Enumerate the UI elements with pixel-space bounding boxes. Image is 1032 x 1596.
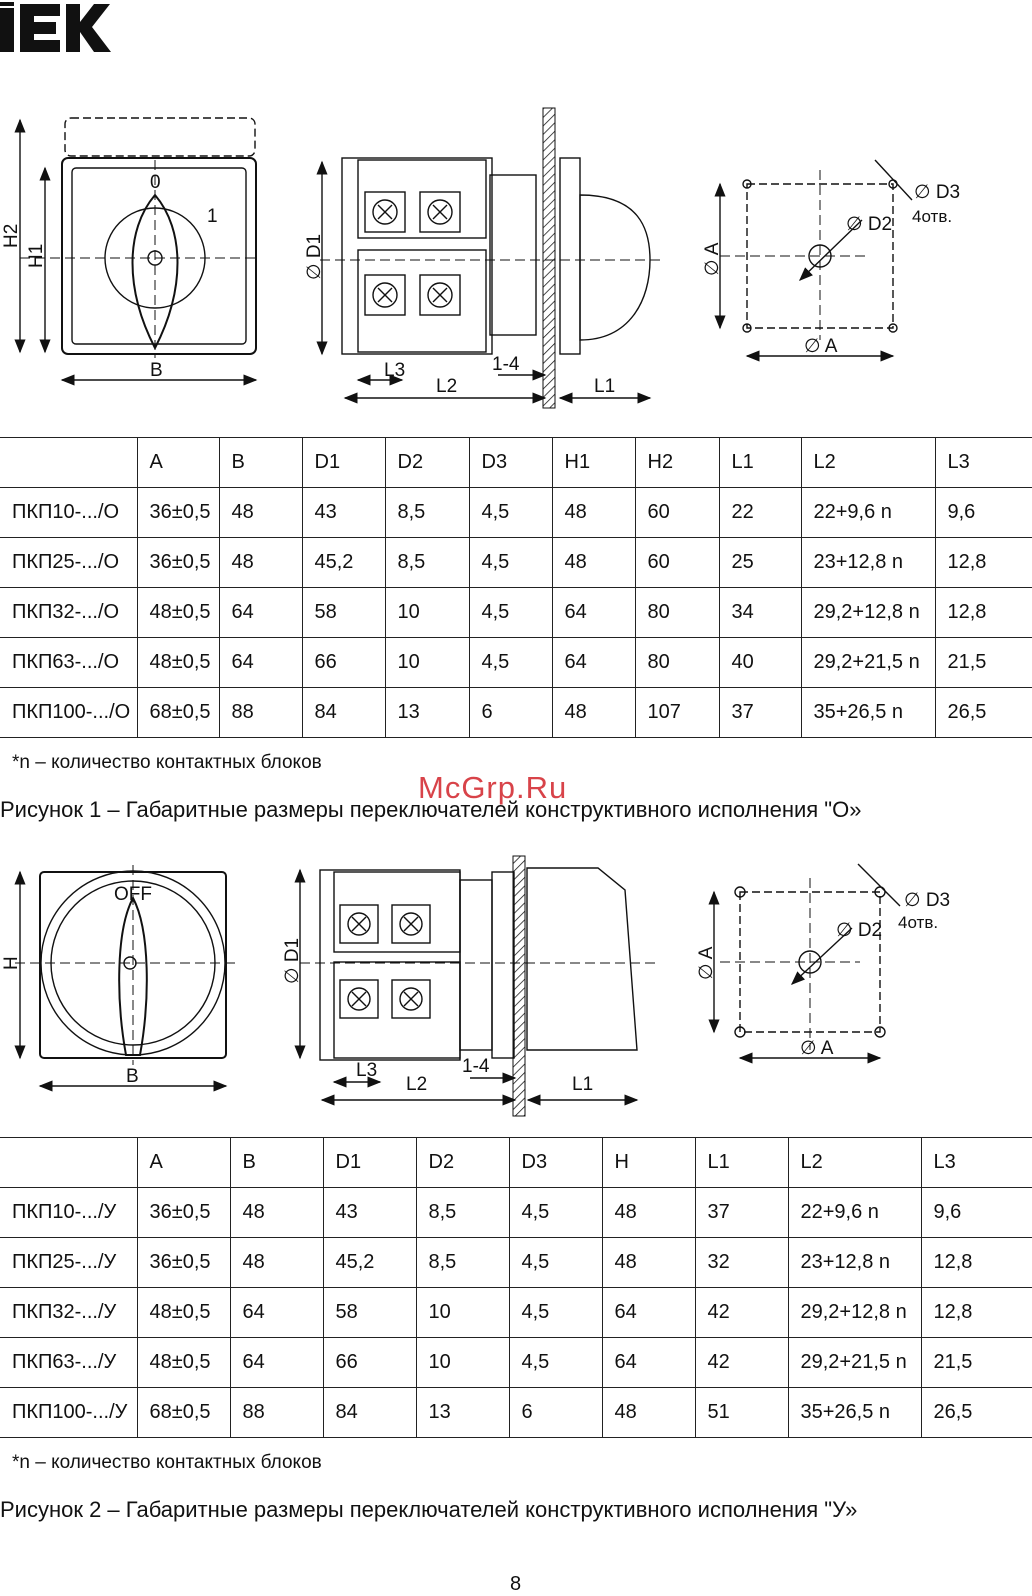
table-cell: 80 <box>635 638 719 688</box>
table-row-label: ПКП10-.../О <box>0 488 137 538</box>
table-header-cell: D1 <box>302 438 385 488</box>
table-cell: 26,5 <box>935 688 1032 738</box>
table-cell: 48 <box>552 688 635 738</box>
table-cell: 35+26,5 n <box>801 688 935 738</box>
table-cell: 48±0,5 <box>137 588 219 638</box>
table-cell: 37 <box>695 1188 788 1238</box>
table-cell: 48 <box>602 1388 695 1438</box>
table-cell: 48 <box>230 1238 323 1288</box>
table-cell: 64 <box>552 638 635 688</box>
table-header-cell: L2 <box>788 1138 921 1188</box>
label-a-vertical: ∅ A <box>702 242 723 276</box>
label-d3-2: ∅ D3 <box>904 890 951 911</box>
table-cell: 4,5 <box>469 588 552 638</box>
table-cell: 68±0,5 <box>137 1388 230 1438</box>
label-off: OFF <box>114 884 152 905</box>
table-cell: 64 <box>219 638 302 688</box>
figure2-dimensions-table <box>0 1137 1032 1438</box>
table-cell: 4,5 <box>509 1238 602 1288</box>
table-cell: 36±0,5 <box>137 1188 230 1238</box>
label-d1-2: ∅ D1 <box>282 937 303 984</box>
table-cell: 68±0,5 <box>137 688 219 738</box>
table-cell: 60 <box>635 538 719 588</box>
table-row-label: ПКП63-.../О <box>0 638 137 688</box>
table-cell: 12,8 <box>935 538 1032 588</box>
table-cell: 45,2 <box>302 538 385 588</box>
table-cell: 107 <box>635 688 719 738</box>
table-header-cell: B <box>219 438 302 488</box>
label-h2: H2 <box>1 223 22 248</box>
table-cell: 4,5 <box>469 538 552 588</box>
table-header-cell: L2 <box>801 438 935 488</box>
table-cell: 48 <box>552 538 635 588</box>
table-row <box>0 588 1032 638</box>
label-a-vertical-2: ∅ A <box>696 946 717 980</box>
figure1-note: *n – количество контактных блоков <box>12 752 322 773</box>
table-cell: 64 <box>219 588 302 638</box>
figure2-note: *n – количество контактных блоков <box>12 1452 322 1473</box>
table-cell: 64 <box>602 1288 695 1338</box>
label-b: B <box>150 360 163 381</box>
table-cell: 10 <box>416 1338 509 1388</box>
table-cell: 22+9,6 n <box>788 1188 921 1238</box>
table-header-cell: H <box>602 1138 695 1188</box>
table-cell: 84 <box>302 688 385 738</box>
table-cell: 8,5 <box>385 488 469 538</box>
label-a-horizontal-2: ∅ A <box>800 1038 834 1059</box>
table-cell: 8,5 <box>416 1238 509 1288</box>
table-cell: 22+9,6 n <box>801 488 935 538</box>
table-cell: 10 <box>385 638 469 688</box>
label-pos-1: 1 <box>207 206 218 227</box>
table-cell: 4,5 <box>469 488 552 538</box>
label-d2: ∅ D2 <box>846 214 893 235</box>
table-header-cell: B <box>230 1138 323 1188</box>
table-cell: 80 <box>635 588 719 638</box>
label-l1: L1 <box>594 376 616 397</box>
table-row <box>0 1238 1032 1288</box>
label-pos-0: 0 <box>150 172 161 193</box>
table-header-cell: H1 <box>552 438 635 488</box>
table-row-label: ПКП63-.../У <box>0 1338 137 1388</box>
watermark: McGrp.Ru <box>418 770 568 805</box>
table-cell: 22 <box>719 488 801 538</box>
table-cell: 26,5 <box>921 1388 1032 1438</box>
table-cell: 29,2+12,8 n <box>801 588 935 638</box>
table-cell: 48 <box>602 1238 695 1288</box>
table-row-label: ПКП32-.../У <box>0 1288 137 1338</box>
table-cell: 48±0,5 <box>137 1288 230 1338</box>
table-cell: 40 <box>719 638 801 688</box>
table-cell: 6 <box>469 688 552 738</box>
figure1-drawing <box>0 100 1032 420</box>
table-cell: 23+12,8 n <box>788 1238 921 1288</box>
table-cell: 25 <box>719 538 801 588</box>
label-d2-2: ∅ D2 <box>836 920 883 941</box>
label-l3-2: L3 <box>356 1060 378 1081</box>
table-row-label: ПКП25-.../У <box>0 1238 137 1288</box>
table-cell: 88 <box>230 1388 323 1438</box>
table-cell: 45,2 <box>323 1238 416 1288</box>
label-holes: 4отв. <box>912 207 953 226</box>
figure1-dimensions-table <box>0 437 1032 738</box>
table-cell: 84 <box>323 1388 416 1438</box>
iek-logo <box>0 0 112 56</box>
table-row <box>0 638 1032 688</box>
table-cell: 64 <box>230 1288 323 1338</box>
table-row-label: ПКП100-.../У <box>0 1388 137 1438</box>
table-header-row <box>0 438 1032 488</box>
table-cell: 48±0,5 <box>137 638 219 688</box>
label-holes-2: 4отв. <box>898 913 939 932</box>
table-cell: 9,6 <box>935 488 1032 538</box>
table-cell: 64 <box>602 1338 695 1388</box>
table-cell: 10 <box>416 1288 509 1338</box>
table-cell: 37 <box>719 688 801 738</box>
table-cell: 42 <box>695 1338 788 1388</box>
table-cell: 51 <box>695 1388 788 1438</box>
table-header-cell: L1 <box>719 438 801 488</box>
table-cell: 48 <box>552 488 635 538</box>
table-cell: 8,5 <box>385 538 469 588</box>
table-cell: 21,5 <box>921 1338 1032 1388</box>
table-row <box>0 488 1032 538</box>
table-row <box>0 538 1032 588</box>
table-header-row <box>0 1138 1032 1188</box>
table-cell: 48 <box>602 1188 695 1238</box>
table-cell: 66 <box>323 1338 416 1388</box>
table-row-label: ПКП25-.../О <box>0 538 137 588</box>
table-cell: 64 <box>230 1338 323 1388</box>
table-cell: 29,2+21,5 n <box>801 638 935 688</box>
table-cell: 10 <box>385 588 469 638</box>
table-cell: 36±0,5 <box>137 538 219 588</box>
table-header-cell: D3 <box>469 438 552 488</box>
table-cell: 8,5 <box>416 1188 509 1238</box>
table-cell: 64 <box>552 588 635 638</box>
figure2-drawing <box>0 850 1032 1120</box>
label-h: H <box>1 956 22 970</box>
table-cell: 12,8 <box>921 1238 1032 1288</box>
label-h1: H1 <box>26 243 47 268</box>
table-cell: 32 <box>695 1238 788 1288</box>
table-cell: 48±0,5 <box>137 1338 230 1388</box>
table-cell: 4,5 <box>509 1288 602 1338</box>
table-header-cell: L3 <box>921 1138 1032 1188</box>
table-cell: 13 <box>416 1388 509 1438</box>
table-header-cell: A <box>137 438 219 488</box>
table-cell: 12,8 <box>921 1288 1032 1338</box>
table-cell: 6 <box>509 1388 602 1438</box>
table-cell: 48 <box>219 488 302 538</box>
table-cell: 88 <box>219 688 302 738</box>
table-cell: 9,6 <box>921 1188 1032 1238</box>
table-cell: 29,2+21,5 n <box>788 1338 921 1388</box>
table-cell: 43 <box>323 1188 416 1238</box>
table-cell: 35+26,5 n <box>788 1388 921 1438</box>
table-cell: 36±0,5 <box>137 1238 230 1288</box>
label-l2-2: L2 <box>406 1074 428 1095</box>
table-header-cell: D2 <box>385 438 469 488</box>
table-row <box>0 1188 1032 1238</box>
table-row-label: ПКП32-.../О <box>0 588 137 638</box>
table-cell: 48 <box>230 1188 323 1238</box>
table-row <box>0 1338 1032 1388</box>
figure1-caption: Рисунок 1 – Габаритные размеры переключателей конструктивного исполнения "О» <box>0 797 862 822</box>
page-number: 8 <box>510 1573 522 1595</box>
mounting-panel-hatch-2 <box>513 856 525 1116</box>
table-header-cell: L3 <box>935 438 1032 488</box>
table-cell: 4,5 <box>509 1338 602 1388</box>
table-cell: 42 <box>695 1288 788 1338</box>
table-header-cell: D3 <box>509 1138 602 1188</box>
table-cell: 29,2+12,8 n <box>788 1288 921 1338</box>
label-l2: L2 <box>436 376 458 397</box>
table-header-cell: L1 <box>695 1138 788 1188</box>
table-row-label: ПКП100-.../О <box>0 688 137 738</box>
table-cell: 36±0,5 <box>137 488 219 538</box>
label-b-2: B <box>126 1066 139 1087</box>
label-l1-2: L1 <box>572 1074 594 1095</box>
table-cell: 4,5 <box>509 1188 602 1238</box>
table-header-cell: D1 <box>323 1138 416 1188</box>
table-row <box>0 1288 1032 1338</box>
label-1-4: 1-4 <box>492 354 520 375</box>
table-cell: 34 <box>719 588 801 638</box>
table-cell: 21,5 <box>935 638 1032 688</box>
table-header-cell <box>0 1138 137 1188</box>
table-cell: 48 <box>219 538 302 588</box>
table-row-label: ПКП10-.../У <box>0 1188 137 1238</box>
table-header-cell: D2 <box>416 1138 509 1188</box>
table-cell: 23+12,8 n <box>801 538 935 588</box>
table-row <box>0 688 1032 738</box>
table-cell: 66 <box>302 638 385 688</box>
table-cell: 4,5 <box>469 638 552 688</box>
table-row <box>0 1388 1032 1438</box>
mounting-panel-hatch <box>543 108 555 408</box>
table-header-cell: H2 <box>635 438 719 488</box>
table-cell: 43 <box>302 488 385 538</box>
table-header-cell: A <box>137 1138 230 1188</box>
table-cell: 13 <box>385 688 469 738</box>
table-cell: 12,8 <box>935 588 1032 638</box>
label-d1: ∅ D1 <box>304 233 325 280</box>
table-cell: 58 <box>323 1288 416 1338</box>
label-1-4-2: 1-4 <box>462 1056 490 1077</box>
label-d3: ∅ D3 <box>914 182 961 203</box>
table-cell: 58 <box>302 588 385 638</box>
figure2-caption: Рисунок 2 – Габаритные размеры переключателей конструктивного исполнения "У» <box>0 1497 858 1522</box>
label-l3: L3 <box>384 360 406 381</box>
label-a-horizontal: ∅ A <box>804 336 838 357</box>
table-header-cell <box>0 438 137 488</box>
table-cell: 60 <box>635 488 719 538</box>
